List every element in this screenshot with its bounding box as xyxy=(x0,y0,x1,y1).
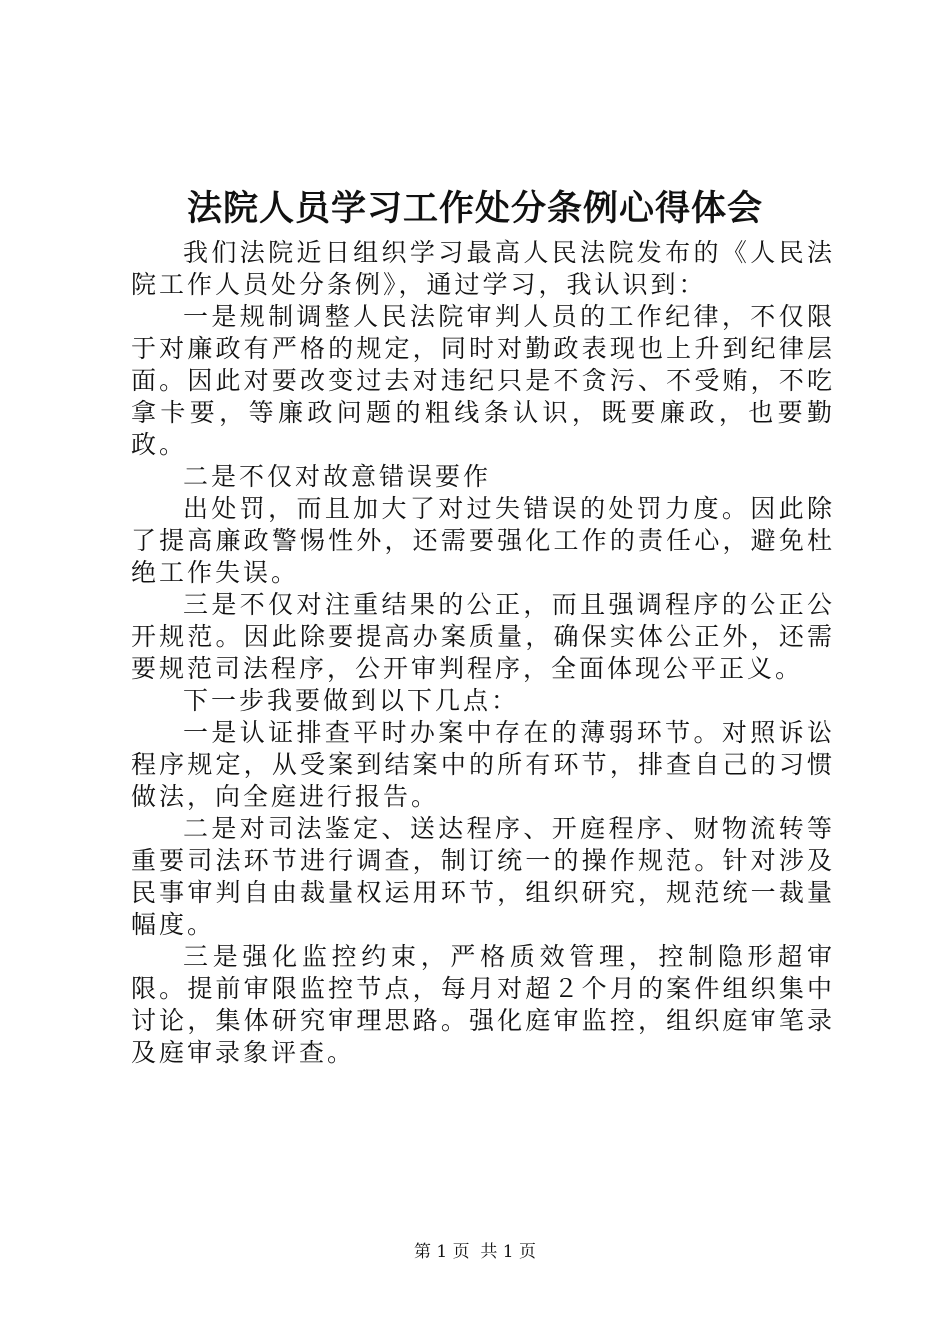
paragraph-point-3: 三是不仅对注重结果的公正，而且强调程序的公正公开规范。因此除要提高办案质量，确保实体公正外，还需要规范司法程序，公开审判程序，全面体现公平正义。 xyxy=(131,590,835,683)
paragraph-next-steps: 下一步我要做到以下几点： xyxy=(183,686,520,715)
paragraph-point-2-cont: 出处罚，而且加大了对过失错误的处罚力度。因此除了提高廉政警惕性外，还需要强化工作的责任心，避免杜绝工作失误。 xyxy=(131,494,835,587)
document-title: 法院人员学习工作处分条例心得体会 xyxy=(186,188,763,229)
paragraph-step-1: 一是认证排查平时办案中存在的薄弱环节。对照诉讼程序规定，从受案到结案中的所有环节，排查自己的习惯做法，向全庭进行报告。 xyxy=(131,718,835,811)
page-total: 共 1 页 xyxy=(480,1242,537,1262)
paragraph-step-3: 三是强化监控约束，严格质效管理，控制隐形超审限。提前审限监控节点，每月对超２个月的案件组织集中讨论，集体研究审理思路。强化庭审监控，组织庭审笔录及庭审录象评查。 xyxy=(131,942,835,1067)
page-number: 第 1 页 xyxy=(413,1242,470,1262)
paragraph-step-2: 二是对司法鉴定、送达程序、开庭程序、财物流转等重要司法环节进行调查，制订统一的操作规范。针对涉及民事审判自由裁量权运用环节，组织研究，规范统一裁量幅度。 xyxy=(131,814,835,939)
page-footer xyxy=(0,1241,950,1263)
document-body xyxy=(131,237,835,1069)
paragraph-point-2-start: 二是不仅对故意错误要作 xyxy=(183,462,492,491)
paragraph-point-1: 一是规制调整人民法院审判人员的工作纪律，不仅限于对廉政有严格的规定，同时对勤政表现也上升到纪律层面。因此对要改变过去对违纪只是不贪污、不受贿，不吃拿卡要，等廉政问题的粗线条认识，既要廉政，也要勤政。 xyxy=(131,302,835,459)
paragraph-intro: 我们法院近日组织学习最高人民法院发布的《人民法院工作人员处分条例》，通过学习，我认识到： xyxy=(131,238,835,299)
